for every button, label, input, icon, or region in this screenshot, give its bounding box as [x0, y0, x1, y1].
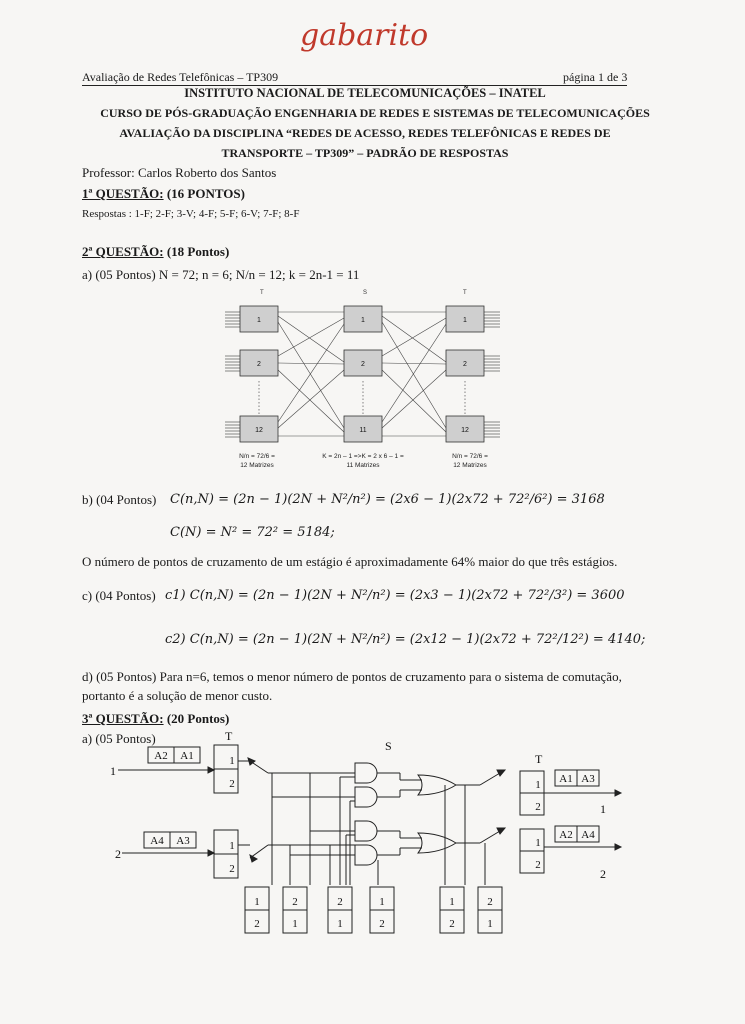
label-t-right: T: [535, 752, 543, 766]
and-gate-3: [355, 821, 377, 841]
left-matrix-label: 12: [255, 427, 263, 434]
cm-label: 2: [487, 896, 493, 908]
cm-label: 1: [379, 896, 385, 908]
or-gate-2: [418, 833, 456, 853]
q2-b-equation-2: C(N) = N² = 72² = 5184;: [170, 525, 335, 540]
frame-label: A4: [150, 835, 164, 847]
institution-title: INSTITUTO NACIONAL DE TELECOMUNICAÇÕES – INATEL: [184, 86, 546, 100]
caption-mid: K = 2n – 1 =>K = 2 x 6 – 1 =: [322, 453, 404, 460]
stage-label-right: T: [463, 290, 467, 296]
q2-c2-equation: c2) C(n,N) = (2n − 1)(2N + N²/n²) = (2x12 − 1)(2x72 + 72²/12²) = 4140;: [165, 632, 646, 647]
cm-label: 1: [337, 918, 343, 930]
q2-a-text: a) (05 Pontos) N = 72; n = 6; N/n = 12; k = 2n-1 = 11: [82, 267, 360, 282]
cm-label: 2: [379, 918, 385, 930]
cm-label: 1: [449, 896, 455, 908]
slot-label: 2: [229, 863, 235, 875]
frame-label: A1: [559, 773, 573, 785]
frame-label: A3: [176, 835, 190, 847]
header-left: Avaliação de Redes Telefônicas – TP309: [82, 70, 279, 84]
stage-label-mid: S: [363, 290, 368, 296]
q2-title: 2ª QUESTÃO:: [82, 244, 164, 259]
frame-label: A3: [581, 773, 595, 785]
professor-line: Professor: Carlos Roberto dos Santos: [82, 165, 277, 180]
exam-title-line1: AVALIAÇÃO DA DISCIPLINA “REDES DE ACESSO, REDES TELEFÔNICAS E REDES DE: [119, 126, 611, 140]
q2-d-line1: d) (05 Pontos) Para n=6, temos o menor número de pontos de cruzamento para o sistema de comutação,: [82, 669, 622, 684]
q1-points: (16 PONTOS): [166, 186, 245, 201]
stage-label-left: T: [260, 290, 264, 296]
q2-d-line2: portanto é a solução de menor custo.: [82, 688, 273, 703]
frame-label: A1: [180, 750, 194, 762]
caption-mid: 11 Matrizes: [346, 462, 380, 469]
exam-title-line2: TRANSPORTE – TP309” – PADRÃO DE RESPOSTAS: [221, 146, 509, 160]
q1-answers: Respostas : 1-F; 2-F; 3-V; 4-F; 5-F; 6-V; 7-F; 8-F: [82, 208, 300, 220]
output-1-label: 1: [600, 802, 606, 816]
slot-label: 1: [535, 837, 541, 849]
slot-label: 1: [535, 779, 541, 791]
caption-left: 12 Matrizes: [240, 462, 274, 469]
cm-label: 1: [254, 896, 260, 908]
q1-title: 1ª QUESTÃO:: [82, 186, 164, 201]
course-title: CURSO DE PÓS-GRADUAÇÃO ENGENHARIA DE REDES E SISTEMAS DE TELECOMUNICAÇÕES: [100, 106, 650, 120]
mid-matrix-label: 2: [361, 361, 365, 368]
slot-label: 1: [229, 840, 235, 852]
and-gate-2: [355, 787, 377, 807]
and-gate-1: [355, 763, 377, 783]
cm-label: 2: [449, 918, 455, 930]
q2-b-label: b) (04 Pontos): [82, 492, 157, 507]
q2-points: (18 Pontos): [166, 244, 230, 259]
frame-label: A2: [154, 750, 168, 762]
left-matrix-label: 1: [257, 317, 261, 324]
q2-b-equation-1: C(n,N) = (2n − 1)(2N + N²/n²) = (2x6 − 1)(2x72 + 72²/6²) = 3168: [170, 492, 605, 507]
slot-label: 2: [229, 778, 235, 790]
page-number: página 1 de 3: [563, 70, 628, 84]
input-2-label: 2: [115, 847, 121, 861]
q2-c-label: c) (04 Pontos): [82, 588, 156, 603]
right-matrix-label: 1: [463, 317, 467, 324]
slot-label: 2: [535, 801, 541, 813]
q3-points: (20 Pontos): [166, 711, 230, 726]
q3-a-label: a) (05 Pontos): [82, 731, 156, 746]
cm-label: 2: [292, 896, 298, 908]
q2-heading: [82, 244, 229, 260]
and-gate-4: [355, 845, 377, 865]
q1-heading: [82, 186, 245, 202]
label-s: S: [385, 739, 392, 753]
caption-right: 12 Matrizes: [453, 462, 487, 469]
or-gate-1: [418, 775, 456, 795]
input-1-label: 1: [110, 764, 116, 778]
clos-network-diagram: [220, 286, 520, 476]
mid-matrix-label: 1: [361, 317, 365, 324]
caption-right: N/n = 72/6 =: [452, 453, 488, 460]
handwritten-title: gabarito: [300, 18, 429, 53]
left-matrix-label: 2: [257, 361, 261, 368]
label-t-left: T: [225, 729, 233, 743]
frame-label: A4: [581, 829, 595, 841]
q3-title: 3ª QUESTÃO:: [82, 711, 164, 726]
cm-label: 1: [292, 918, 298, 930]
caption-left: N/n = 72/6 =: [239, 453, 275, 460]
q2-c1-equation: c1) C(n,N) = (2n − 1)(2N + N²/n²) = (2x3 − 1)(2x72 + 72²/3²) = 3600: [165, 588, 625, 603]
cm-label: 1: [487, 918, 493, 930]
right-matrix-label: 12: [461, 427, 469, 434]
q2-conclusion: O número de pontos de cruzamento de um estágio é aproximadamente 64% maior do que três estágios.: [82, 554, 618, 569]
output-2-label: 2: [600, 867, 606, 881]
frame-label: A2: [559, 829, 573, 841]
slot-label: 2: [535, 859, 541, 871]
slot-label: 1: [229, 755, 235, 767]
right-matrix-label: 2: [463, 361, 467, 368]
cm-label: 2: [337, 896, 343, 908]
mid-matrix-label: 11: [359, 427, 367, 434]
cm-label: 2: [254, 918, 260, 930]
tst-switch-diagram: [100, 725, 640, 945]
